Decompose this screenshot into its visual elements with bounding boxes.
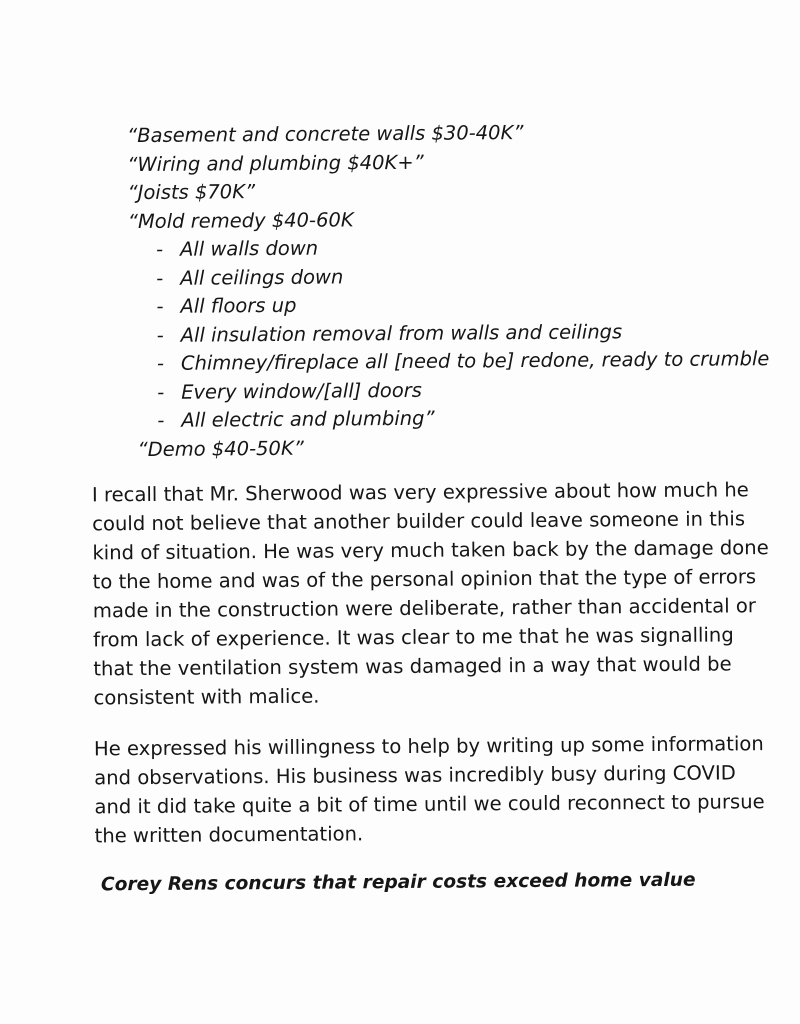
list-item	[157, 317, 749, 350]
list-item-text: All insulation removal from walls and ceilings	[180, 319, 623, 347]
bullet-dash: -	[157, 380, 165, 404]
list-item	[156, 260, 748, 293]
list-item-text: All electric and plumbing”	[181, 406, 435, 432]
quote-mold: “Mold remedy $40-60K	[127, 207, 354, 233]
paragraph-line: He expressed his willingness to help by writing up some information	[93, 732, 764, 761]
paragraph-sherwood-recollection	[91, 475, 769, 712]
paragraph-line: and it did take quite a bit of time until we could reconnect to pursue	[94, 790, 765, 819]
quoted-estimates	[127, 117, 770, 464]
mold-remedy-list	[128, 231, 770, 435]
paragraph-line: I recall that Mr. Sherwood was very expressive about how much he	[91, 478, 749, 507]
quote-demo: “Demo $40-50K”	[137, 436, 304, 461]
list-item-text: All ceilings down	[180, 264, 344, 290]
list-item	[156, 345, 770, 378]
list-item	[157, 374, 749, 407]
list-item-text: All floors up	[180, 293, 297, 318]
paragraph-willingness-to-help	[93, 729, 765, 850]
bullet-dash: -	[156, 323, 164, 347]
list-item	[157, 402, 749, 435]
paragraph-line: made in the construction were deliberate, rather than accidental or	[92, 594, 756, 623]
list-item-text: Chimney/fireplace all [need to be] redone, ready to crumble	[180, 347, 770, 375]
paragraph-line: consistent with malice.	[93, 684, 320, 710]
paragraph-line: from lack of experience. It was clear to me that he was signalling	[92, 623, 734, 652]
paragraph-line: could not believe that another builder could leave someone in this	[92, 507, 746, 536]
paragraph-line: kind of situation. He was very much taken back by the damage done	[92, 536, 769, 565]
bullet-dash: -	[156, 266, 164, 290]
list-item	[156, 231, 748, 264]
paragraph-line: and observations. His business was incredibly busy during COVID	[94, 761, 736, 790]
quote-wiring: “Wiring and plumbing $40K+”	[127, 150, 424, 176]
bullet-dash: -	[156, 351, 165, 375]
paragraph-line: to the home and was of the personal opinion that the type of errors	[92, 565, 757, 594]
quote-joists: “Joists $70K”	[127, 180, 256, 205]
bullet-dash: -	[155, 237, 164, 261]
bullet-dash: -	[156, 294, 164, 318]
bullet-dash: -	[157, 408, 165, 432]
list-item-text: All walls down	[179, 236, 319, 261]
paragraph-line: that the ventilation system was damaged in a way that would be	[93, 652, 732, 681]
paragraph-line: the written documentation.	[94, 822, 364, 848]
list-item	[156, 288, 748, 321]
list-item-text: Every window/[all] doors	[181, 378, 423, 404]
section-heading: Corey Rens concurs that repair costs exceed home value	[100, 869, 696, 896]
quote-basement: “Basement and concrete walls $30-40K”	[127, 121, 524, 148]
